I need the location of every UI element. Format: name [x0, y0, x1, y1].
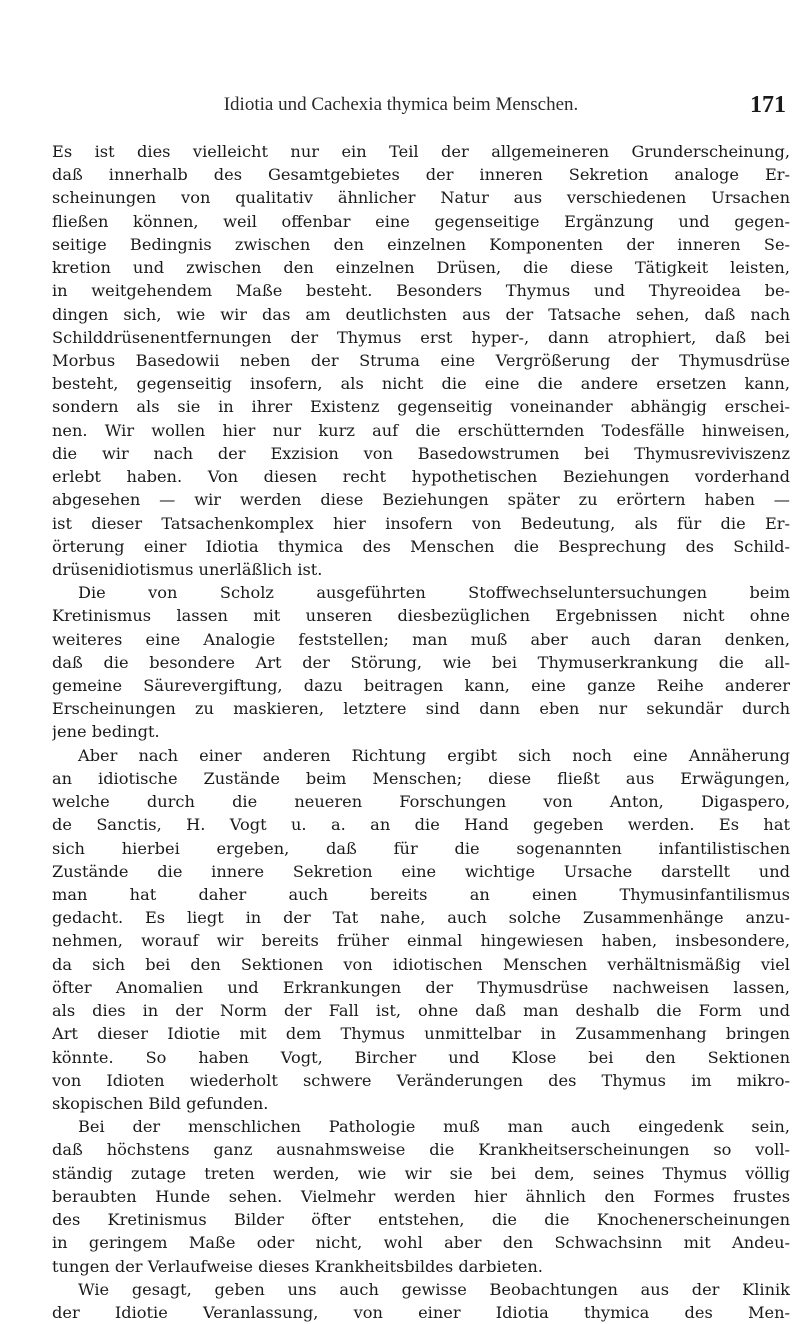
text-line: daß höchstens ganz ausnahmsweise die Krankheitserscheinungen so voll-	[52, 1140, 790, 1160]
text-line: örterung einer Idiotia thymica des Menschen die Besprechung des Schild-	[52, 536, 790, 556]
text-line: erlebt haben. Von diesen recht hypothetischen Beziehungen vorderhand	[52, 467, 790, 487]
text-line: scheinungen von qualitativ ähnlicher Natur aus verschiedenen Ursachen	[52, 188, 790, 208]
text-line: daß die besondere Art der Störung, wie bei Thymuserkrankung die all-	[52, 652, 790, 672]
text-line: gedacht. Es liegt in der Tat nahe, auch solche Zusammenhänge anzu-	[52, 908, 790, 928]
text-line: Erscheinungen zu maskieren, letztere sind dann eben nur sekundär durch	[52, 699, 790, 719]
text-line: Schilddrüsenentfernungen der Thymus erst hyper-, dann atrophiert, daß bei	[52, 327, 790, 347]
text-line: die wir nach der Exzision von Basedowstrumen bei Thymusreviviszenz	[52, 443, 790, 463]
text-line: dingen sich, wie wir das am deutlichsten aus der Tatsache sehen, daß nach	[52, 304, 790, 324]
text-line: Morbus Basedowii neben der Struma eine Vergrößerung der Thymusdrüse	[52, 350, 790, 370]
text-line: drüsenidiotismus unerläßlich ist.	[52, 559, 323, 579]
text-line: gemeine Säurevergiftung, dazu beitragen kann, eine ganze Reihe anderer	[52, 676, 790, 696]
text-line: Es ist dies vielleicht nur ein Teil der allgemeineren Grunderscheinung,	[52, 142, 790, 161]
text-line: Zustände die innere Sekretion eine wichtige Ursache darstellt und	[52, 861, 790, 881]
text-line: besteht, gegenseitig insofern, als nicht die eine die andere ersetzen kann,	[52, 374, 790, 394]
text-line: Art dieser Idiotie mit dem Thymus unmittelbar in Zusammenhang bringen	[52, 1024, 790, 1044]
text-line: de Sanctis, H. Vogt u. a. an die Hand gegeben werden. Es hat	[52, 815, 790, 835]
page-number: 171	[750, 92, 786, 118]
body-text	[52, 140, 790, 1324]
text-line: man hat daher auch bereits an einen Thymusinfantilismus	[52, 885, 790, 904]
text-line: nen. Wir wollen hier nur kurz auf die erschütternden Todesfälle hinweisen,	[52, 420, 790, 440]
running-head: Idiotia und Cachexia thymica beim Menschen.	[223, 94, 579, 115]
text-line: welche durch die neueren Forschungen von Anton, Digaspero,	[52, 792, 790, 812]
text-line: in weitgehendem Maße besteht. Besonders Thymus und Thyreoidea be-	[52, 281, 790, 301]
text-line: daß innerhalb des Gesamtgebietes der inneren Sekretion analoge Er-	[52, 165, 790, 185]
text-line: jene bedingt.	[52, 722, 160, 742]
text-line: fließen können, weil offenbar eine gegenseitige Ergänzung und gegen-	[52, 211, 790, 231]
text-line: kretion und zwischen den einzelnen Drüsen, die diese Tätigkeit leisten,	[52, 258, 790, 278]
text-line: als dies in der Norm der Fall ist, ohne daß man deshalb die Form und	[52, 1001, 790, 1021]
text-line: ist dieser Tatsachenkomplex hier insofern von Bedeutung, als für die Er-	[52, 513, 790, 533]
text-line: Bei der menschlichen Pathologie muß man auch eingedenk sein,	[78, 1117, 790, 1137]
text-line: öfter Anomalien und Erkrankungen der Thymusdrüse nachweisen lassen,	[52, 977, 790, 997]
text-line: seitige Bedingnis zwischen den einzelnen Komponenten der inneren Se-	[52, 234, 790, 254]
text-line: nehmen, worauf wir bereits früher einmal hingewiesen haben, insbesondere,	[52, 931, 790, 951]
page-header	[52, 92, 790, 122]
text-line: weiteres eine Analogie feststellen; man muß aber auch daran denken,	[52, 629, 790, 649]
text-line: Kretinismus lassen mit unseren diesbezüglichen Ergebnissen nicht ohne	[52, 606, 790, 626]
text-line: Wie gesagt, geben uns auch gewisse Beobachtungen aus der Klinik	[78, 1279, 790, 1299]
text-line: beraubten Hunde sehen. Vielmehr werden hier ähnlich den Formes frustes	[52, 1186, 790, 1206]
text-line: von Idioten wiederholt schwere Veränderungen des Thymus im mikro-	[52, 1070, 790, 1090]
text-line: sondern als sie in ihrer Existenz gegenseitig voneinander abhängig erschei-	[52, 397, 790, 417]
text-line: sich hierbei ergeben, daß für die sogenannten infantilistischen	[52, 838, 790, 858]
text-line: tungen der Verlaufweise dieses Krankheitsbildes darbieten.	[52, 1256, 543, 1276]
text-line: Die von Scholz ausgeführten Stoffwechseluntersuchungen beim	[78, 583, 790, 603]
text-line: skopischen Bild gefunden.	[52, 1093, 269, 1113]
text-line: des Kretinismus Bilder öfter entstehen, die die Knochenerscheinungen	[52, 1210, 790, 1230]
text-line: Aber nach einer anderen Richtung ergibt sich noch eine Annäherung	[78, 745, 790, 765]
text-line: da sich bei den Sektionen von idiotischen Menschen verhältnismäßig viel	[52, 954, 790, 974]
text-line: in geringem Maße oder nicht, wohl aber den Schwachsinn mit Andeu-	[52, 1233, 790, 1253]
text-line: könnte. So haben Vogt, Bircher und Klose bei den Sektionen	[52, 1047, 790, 1067]
text-line: ständig zutage treten werden, wie wir sie bei dem, seines Thymus völlig	[52, 1163, 790, 1183]
text-line: an idiotische Zustände beim Menschen; diese fließt aus Erwägungen,	[52, 768, 790, 788]
text-line: abgesehen — wir werden diese Beziehungen später zu erörtern haben —	[52, 490, 790, 510]
text-line: der Idiotie Veranlassung, von einer Idiotia thymica des Men-	[52, 1302, 790, 1322]
